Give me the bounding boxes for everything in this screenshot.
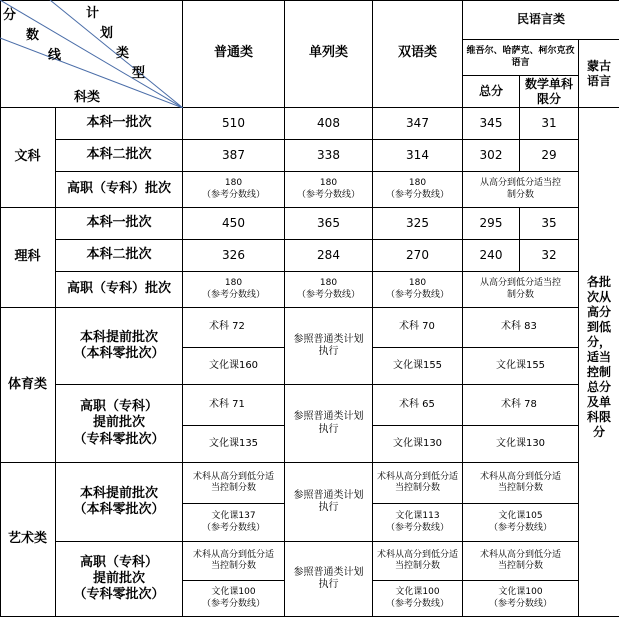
wenke-b2-shuxue: 29 xyxy=(520,140,579,172)
tiyu-gz-danlie: 参照普通类计划执行 xyxy=(285,385,373,463)
wenke-b1-shuangyu: 347 xyxy=(373,108,463,140)
tiyu-bk-danlie: 参照普通类计划执行 xyxy=(285,308,373,385)
like-b2-danlie: 284 xyxy=(285,240,373,272)
wenke-b2-danlie: 338 xyxy=(285,140,373,172)
tiyu-gz-min-wen: 文化课130 xyxy=(463,426,579,463)
yishu-bk-shuangyu-shu: 术科从高分到低分适当控制分数 xyxy=(373,463,463,504)
tiyu-gz-putong-wen: 文化课135 xyxy=(183,426,285,463)
category-wenke: 文科 xyxy=(0,108,56,208)
tiyu-gz-label: 高职（专科） 提前批次 （专科零批次） xyxy=(56,385,183,463)
yishu-gz-putong-shu: 术科从高分到低分适当控制分数 xyxy=(183,542,285,581)
like-gz-putong: 180 （参考分数线） xyxy=(183,272,285,308)
yishu-bk-min-shu: 术科从高分到低分适当控制分数 xyxy=(463,463,579,504)
wenke-b2-shuangyu: 314 xyxy=(373,140,463,172)
corner-label-xian: 线 xyxy=(48,48,62,63)
corner-label-ji: 计 xyxy=(86,6,100,21)
like-b2-label: 本科二批次 xyxy=(56,240,183,272)
corner-label-lei: 类 xyxy=(116,46,130,61)
yishu-bk-min-wen: 文化课105 （参考分数线） xyxy=(463,504,579,542)
corner-label-hua: 划 xyxy=(100,26,114,41)
header-zongfen: 总分 xyxy=(463,76,520,108)
header-weiwuer: 维吾尔、哈萨克、柯尔克孜语言 xyxy=(463,40,579,76)
wenke-b2-zongfen: 302 xyxy=(463,140,520,172)
corner-label-shu: 数 xyxy=(26,28,40,43)
menggu-note-text: 各批次从高分到低分，适当控制总分及单科限分 xyxy=(586,274,611,439)
wenke-b2-label: 本科二批次 xyxy=(56,140,183,172)
wenke-gz-putong: 180 （参考分数线） xyxy=(183,172,285,208)
yishu-bk-shuangyu-wen: 文化课113 （参考分数线） xyxy=(373,504,463,542)
like-gz-danlie: 180 （参考分数线） xyxy=(285,272,373,308)
tiyu-bk-min-shu: 术科 83 xyxy=(463,308,579,348)
like-b1-shuangyu: 325 xyxy=(373,208,463,240)
menggu-note xyxy=(579,108,619,617)
yishu-gz-min-wen: 文化课100 （参考分数线） xyxy=(463,581,579,617)
like-b1-danlie: 365 xyxy=(285,208,373,240)
wenke-gz-danlie: 180 （参考分数线） xyxy=(285,172,373,208)
corner-label-fen: 分 xyxy=(3,8,17,23)
like-b2-zongfen: 240 xyxy=(463,240,520,272)
category-like: 理科 xyxy=(0,208,56,308)
tiyu-bk-min-wen: 文化课155 xyxy=(463,348,579,385)
wenke-b1-shuxue: 31 xyxy=(520,108,579,140)
tiyu-bk-label: 本科提前批次 （本科零批次） xyxy=(56,308,183,385)
like-b1-putong: 450 xyxy=(183,208,285,240)
corner-label-xing: 型 xyxy=(132,66,146,81)
yishu-bk-label: 本科提前批次 （本科零批次） xyxy=(56,463,183,542)
tiyu-gz-min-shu: 术科 78 xyxy=(463,385,579,426)
wenke-b1-label: 本科一批次 xyxy=(56,108,183,140)
like-b2-shuangyu: 270 xyxy=(373,240,463,272)
yishu-bk-danlie: 参照普通类计划执行 xyxy=(285,463,373,542)
wenke-b2-putong: 387 xyxy=(183,140,285,172)
like-b2-shuxue: 32 xyxy=(520,240,579,272)
wenke-b1-putong: 510 xyxy=(183,108,285,140)
like-gz-shuangyu: 180 （参考分数线） xyxy=(373,272,463,308)
yishu-bk-putong-wen: 文化课137 （参考分数线） xyxy=(183,504,285,542)
corner-label-kelei: 科类 xyxy=(74,90,101,105)
yishu-gz-min-shu: 术科从高分到低分适当控制分数 xyxy=(463,542,579,581)
yishu-gz-label: 高职（专科） 提前批次 （专科零批次） xyxy=(56,542,183,617)
wenke-gz-min: 从高分到低分适当控制分数 xyxy=(463,172,579,208)
category-yishu: 艺术类 xyxy=(0,463,56,617)
like-b2-putong: 326 xyxy=(183,240,285,272)
tiyu-bk-shuangyu-shu: 术科 70 xyxy=(373,308,463,348)
tiyu-bk-putong-shu: 术科 72 xyxy=(183,308,285,348)
like-b1-label: 本科一批次 xyxy=(56,208,183,240)
header-danlie: 单列类 xyxy=(285,0,373,108)
header-putong: 普通类 xyxy=(183,0,285,108)
header-shuxue: 数学单科限分 xyxy=(520,76,579,108)
yishu-gz-shuangyu-wen: 文化课100 （参考分数线） xyxy=(373,581,463,617)
header-minyuyan: 民语言类 xyxy=(463,0,619,40)
like-gz-min: 从高分到低分适当控制分数 xyxy=(463,272,579,308)
tiyu-gz-putong-shu: 术科 71 xyxy=(183,385,285,426)
tiyu-bk-shuangyu-wen: 文化课155 xyxy=(373,348,463,385)
header-shuangyu: 双语类 xyxy=(373,0,463,108)
yishu-gz-danlie: 参照普通类计划执行 xyxy=(285,542,373,617)
yishu-bk-putong-shu: 术科从高分到低分适当控制分数 xyxy=(183,463,285,504)
category-tiyu: 体育类 xyxy=(0,308,56,463)
wenke-b1-zongfen: 345 xyxy=(463,108,520,140)
tiyu-bk-putong-wen: 文化课160 xyxy=(183,348,285,385)
like-b1-zongfen: 295 xyxy=(463,208,520,240)
like-gz-label: 高职（专科）批次 xyxy=(56,272,183,308)
wenke-b1-danlie: 408 xyxy=(285,108,373,140)
tiyu-gz-shuangyu-wen: 文化课130 xyxy=(373,426,463,463)
yishu-gz-shuangyu-shu: 术科从高分到低分适当控制分数 xyxy=(373,542,463,581)
like-b1-shuxue: 35 xyxy=(520,208,579,240)
header-menggu: 蒙古语言 xyxy=(579,40,619,108)
wenke-gz-label: 高职（专科）批次 xyxy=(56,172,183,208)
wenke-gz-shuangyu: 180 （参考分数线） xyxy=(373,172,463,208)
tiyu-gz-shuangyu-shu: 术科 65 xyxy=(373,385,463,426)
yishu-gz-putong-wen: 文化课100 （参考分数线） xyxy=(183,581,285,617)
